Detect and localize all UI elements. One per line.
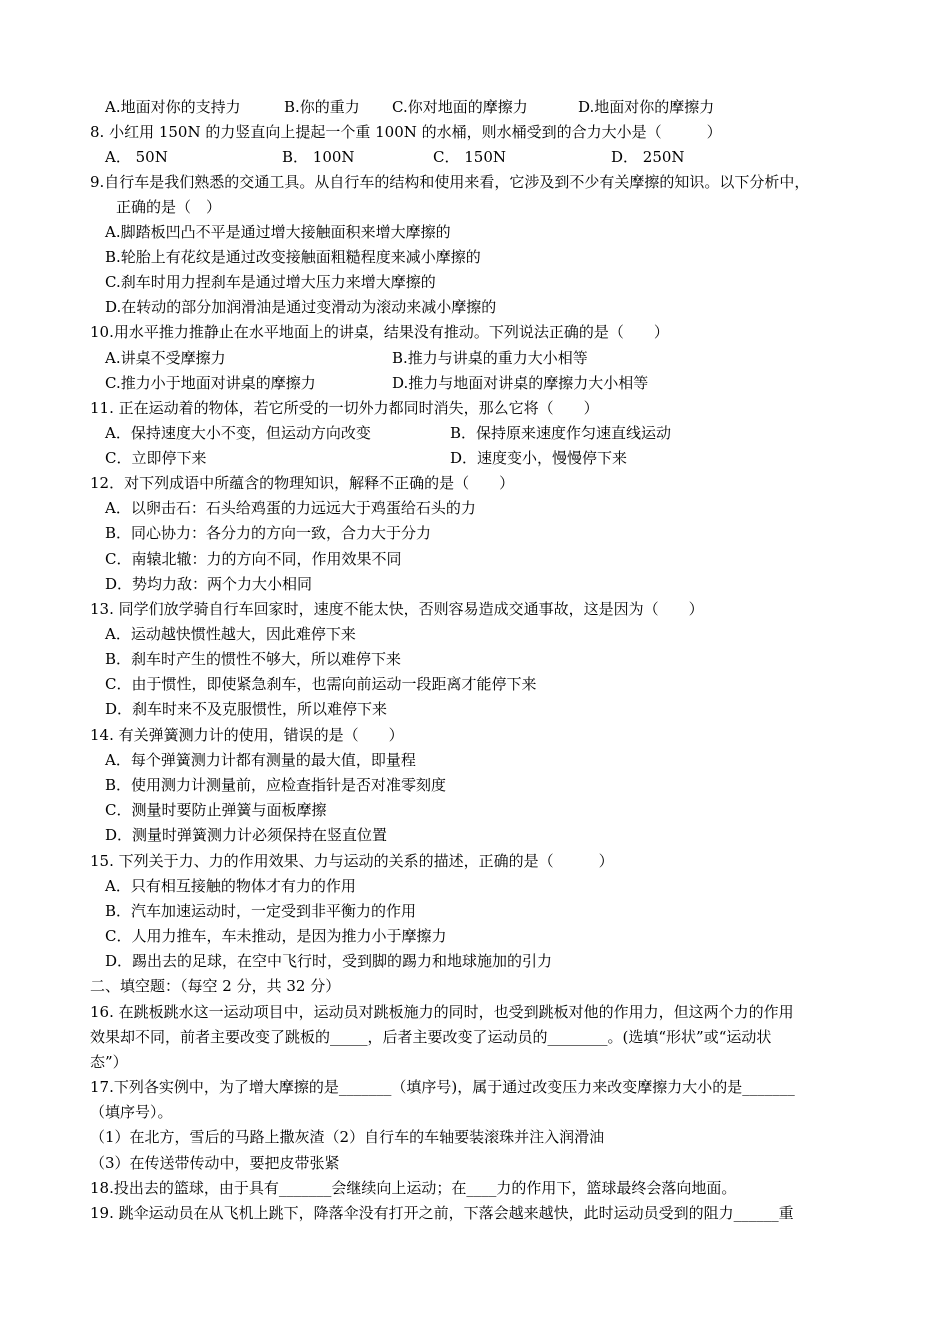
q9-stem-line2: 正确的是（ ） — [116, 198, 222, 216]
q10-stem: 10.用水平推力推静止在水平地面上的讲桌，结果没有推动。下列说法正确的是（ ） — [90, 323, 669, 341]
q16-line3: 态”） — [90, 1053, 128, 1071]
q14-option-a: A．每个弹簧测力计都有测量的最大值，即量程 — [105, 751, 416, 769]
q10-options-row2 — [0, 372, 950, 394]
q7-options — [0, 96, 950, 118]
q12-option-c: C．南辕北辙：力的方向不同，作用效果不同 — [105, 550, 402, 568]
q15-option-d: D．踢出去的足球，在空中飞行时，受到脚的踢力和地球施加的引力 — [105, 952, 553, 970]
q7-option-d: D.地面对你的摩擦力 — [578, 98, 715, 116]
q19-line1: 19. 跳伞运动员在从飞机上跳下，降落伞没有打开之前，下落会越来越快，此时运动员受到的阻力______重 — [90, 1204, 794, 1222]
q7-option-b: B.你的重力 — [284, 98, 360, 116]
q15-option-a: A．只有相互接触的物体才有力的作用 — [105, 877, 356, 895]
q11-option-a: A．保持速度大小不变，但运动方向改变 — [105, 424, 371, 442]
q9-option-d: D.在转动的部分加润滑油是通过变滑动为滚动来减小摩擦的 — [105, 298, 497, 316]
q16-line2: 效果却不同，前者主要改变了跳板的_____，后者主要改变了运动员的________。(选填“形状”或“运动状 — [90, 1028, 772, 1046]
q12-option-b: B．同心协力：各分力的方向一致，合力大于分力 — [105, 524, 432, 542]
q11-stem: 11. 正在运动着的物体，若它所受的一切外力都同时消失，那么它将（ ） — [90, 399, 599, 417]
q13-option-a: A．运动越快惯性越大，因此难停下来 — [105, 625, 356, 643]
q14-option-c: C．测量时要防止弹簧与面板摩擦 — [105, 801, 327, 819]
q17-line3: （1）在北方，雪后的马路上撒灰渣（2）自行车的车轴要装滚珠并注入润滑油 — [90, 1128, 605, 1146]
q15-option-b: B．汽车加速运动时，一定受到非平衡力的作用 — [105, 902, 417, 920]
q11-option-b: B．保持原来速度作匀速直线运动 — [450, 424, 672, 442]
q11-option-d: D．速度变小，慢慢停下来 — [450, 449, 628, 467]
q14-option-b: B．使用测力计测量前，应检查指针是否对准零刻度 — [105, 776, 447, 794]
q12-option-d: D．势均力敌：两个力大小相同 — [105, 575, 313, 593]
q14-stem: 14. 有关弹簧测力计的使用，错误的是（ ） — [90, 726, 404, 744]
q13-option-d: D．刹车时来不及克服惯性，所以难停下来 — [105, 700, 388, 718]
q18-line1: 18.投出去的篮球，由于具有_______会继续向上运动；在____力的作用下，篮球最终会落向地面。 — [90, 1179, 737, 1197]
q11-option-c: C．立即停下来 — [105, 449, 207, 467]
q17-line1: 17.下列各实例中，为了增大摩擦的是_______（填序号)，属于通过改变压力来改变摩擦力大小的是_______ — [90, 1078, 795, 1096]
q13-option-b: B．刹车时产生的惯性不够大，所以难停下来 — [105, 650, 402, 668]
q12-stem: 12．对下列成语中所蕴含的物理知识，解释不正确的是（ ） — [90, 474, 515, 492]
q9-stem-line1: 9.自行车是我们熟悉的交通工具。从自行车的结构和使用来看，它涉及到不少有关摩擦的知识。以下分析中， — [90, 173, 810, 191]
q8-option-c: C． 150N — [433, 148, 507, 166]
q10-options-row1 — [0, 347, 950, 369]
q10-option-c: C.推力小于地面对讲桌的摩擦力 — [105, 374, 316, 392]
q17-line4: （3）在传送带传动中，要把皮带张紧 — [90, 1154, 340, 1172]
q10-option-d: D.推力与地面对讲桌的摩擦力大小相等 — [392, 374, 649, 392]
q8-option-a: A． 50N — [105, 148, 168, 166]
q9-option-a: A.脚踏板凹凸不平是通过增大接触面积来增大摩擦的 — [105, 223, 451, 241]
q17-line2: （填序号）。 — [90, 1103, 173, 1121]
q7-option-a: A.地面对你的支持力 — [105, 98, 241, 116]
q9-option-c: C.刹车时用力捏刹车是通过增大压力来增大摩擦的 — [105, 273, 436, 291]
q8-options — [0, 146, 950, 168]
section-title-fill-in: 二、填空题：（每空 2 分，共 32 分） — [90, 977, 341, 995]
q7-option-c: C.你对地面的摩擦力 — [392, 98, 528, 116]
q8-option-d: D． 250N — [611, 148, 685, 166]
q8-option-b: B． 100N — [282, 148, 355, 166]
q12-option-a: A．以卵击石：石头给鸡蛋的力远远大于鸡蛋给石头的力 — [105, 499, 476, 517]
q9-option-b: B.轮胎上有花纹是通过改变接触面粗糙程度来减小摩擦的 — [105, 248, 481, 266]
q10-option-b: B.推力与讲桌的重力大小相等 — [392, 349, 588, 367]
q15-stem: 15. 下列关于力、力的作用效果、力与运动的关系的描述，正确的是（ ） — [90, 852, 614, 870]
q13-stem: 13. 同学们放学骑自行车回家时，速度不能太快，否则容易造成交通事故，这是因为（ ） — [90, 600, 704, 618]
q15-option-c: C．人用力推车，车未推动，是因为推力小于摩擦力 — [105, 927, 447, 945]
q14-option-d: D．测量时弹簧测力计必须保持在竖直位置 — [105, 826, 388, 844]
q10-option-a: A.讲桌不受摩擦力 — [105, 349, 226, 367]
q11-options-row1 — [0, 422, 950, 444]
q13-option-c: C．由于惯性，即使紧急刹车，也需向前运动一段距离才能停下来 — [105, 675, 537, 693]
q11-options-row2 — [0, 447, 950, 469]
q16-line1: 16. 在跳板跳水这一运动项目中，运动员对跳板施力的同时，也受到跳板对他的作用力，但这两个力的作用 — [90, 1003, 794, 1021]
q8-stem: 8. 小红用 150N 的力竖直向上提起一个重 100N 的水桶，则水桶受到的合力大小是（ ） — [90, 123, 722, 141]
